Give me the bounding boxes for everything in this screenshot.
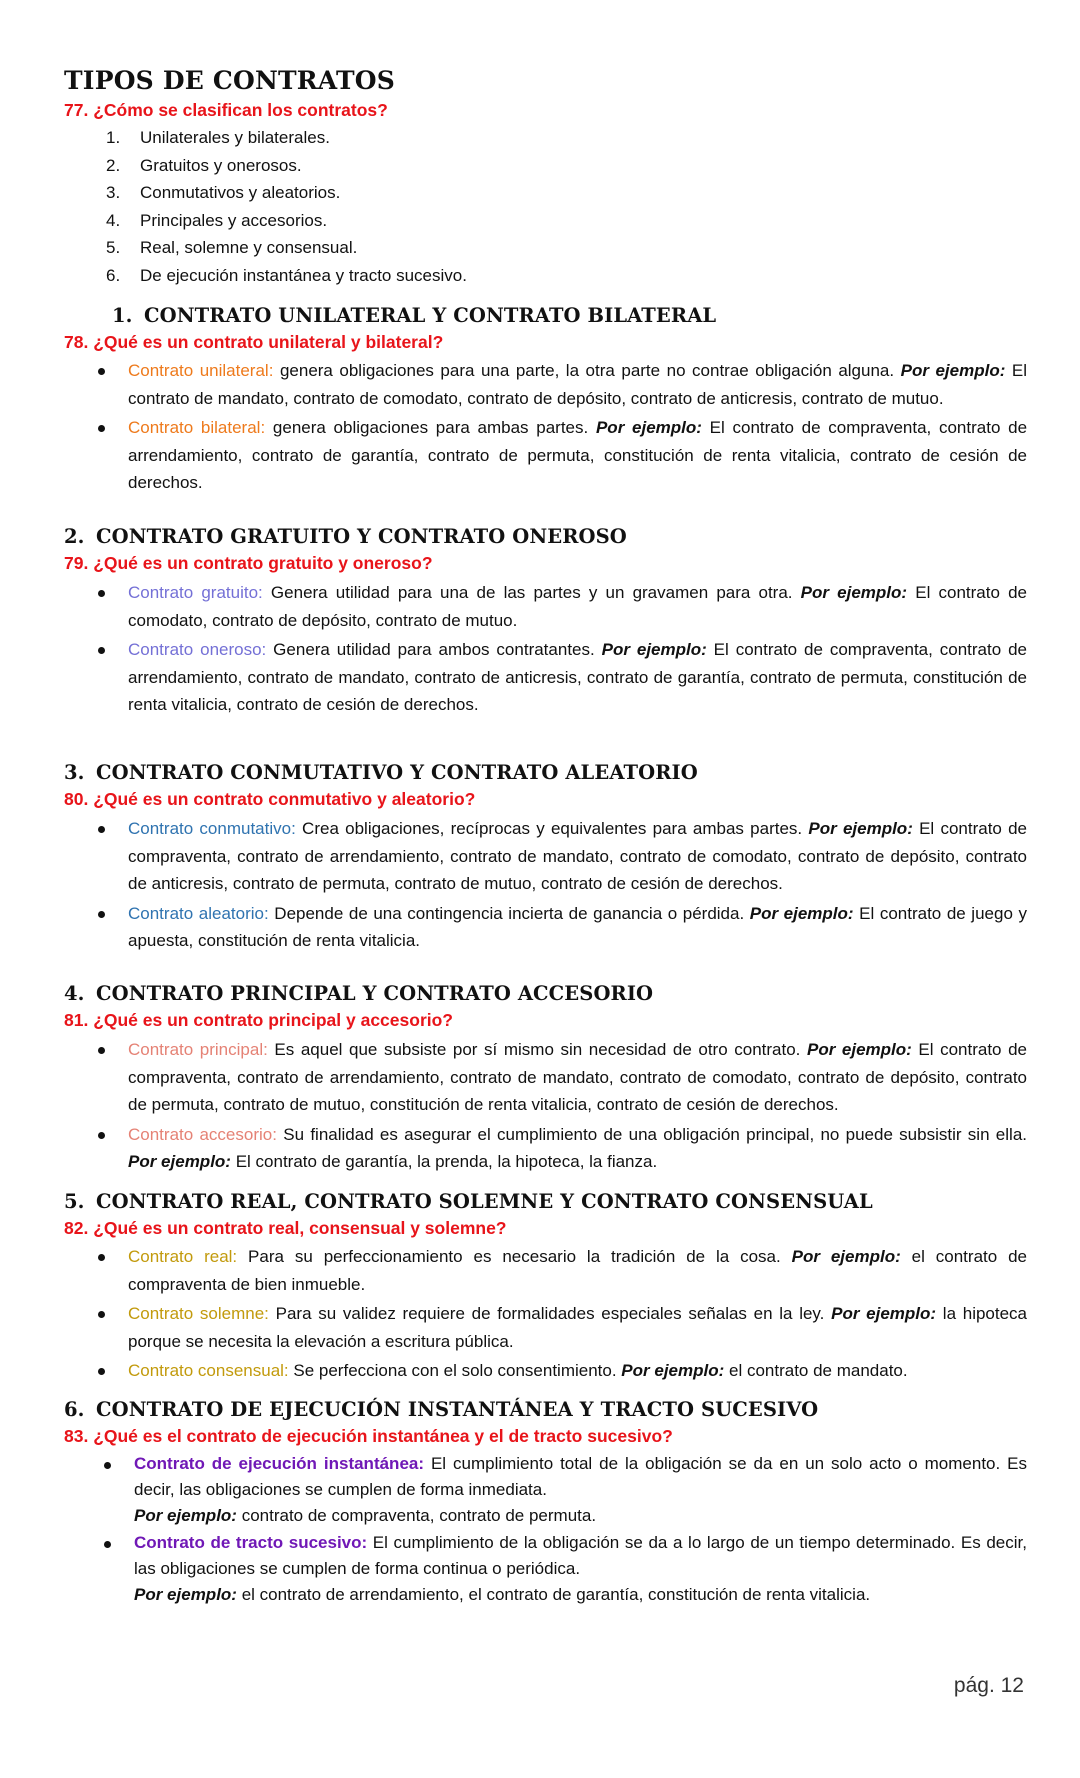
section-1-list — [92, 357, 1027, 497]
section-1-heading: 1. CONTRATO UNILATERAL Y CONTRATO BILATERAL — [112, 304, 717, 327]
page-number: pág. 12 — [953, 1674, 1024, 1697]
section-4-list — [92, 1036, 1027, 1176]
list-item: Contrato de tracto sucesivo: El cumplimiento de la obligación se da a lo largo de un tiempo determinado. Es decir, las obligaciones se cumplen de forma continua o periódica. Por ejemplo: el contrato de arrendamiento, el contrato de garantía, constitución de renta vitalicia. — [98, 1530, 1027, 1608]
list-item: Contrato conmutativo: Crea obligaciones, recíprocas y equivalentes para ambas partes. Por ejemplo: El contrato de compraventa, contrato de arrendamiento, contrato de mandato, contrato de comodato, contrato de depósito, contrato de anticresis, contrato de permuta, contrato de mutuo, contrato de cesión de derechos. — [92, 815, 1027, 898]
section-6-list — [98, 1451, 1027, 1608]
section-2-list — [92, 579, 1027, 719]
question-77: 77. ¿Cómo se clasifican los contratos? — [64, 100, 388, 120]
list-item: Contrato principal: Es aquel que subsiste por sí mismo sin necesidad de otro contrato. Por ejemplo: El contrato de compraventa, contrato de arrendamiento, contrato de mandato, contrato de comodato, contrato de depósito, contrato de permuta, contrato de mutuo, constitución de renta vitalicia, contrato de cesión de derechos. — [92, 1036, 1027, 1119]
list-item: Contrato gratuito: Genera utilidad para una de las partes y un gravamen para otra. Por ejemplo: El contrato de comodato, contrato de depósito, contrato de mutuo. — [92, 579, 1027, 634]
question-82: 82. ¿Qué es un contrato real, consensual y solemne? — [64, 1218, 507, 1238]
types-list-item: 1. Unilaterales y bilaterales. — [106, 128, 330, 147]
types-list-item: 3. Conmutativos y aleatorios. — [106, 183, 341, 202]
section-3-heading: 3. CONTRATO CONMUTATIVO Y CONTRATO ALEATORIO — [64, 761, 698, 784]
section-3-list — [92, 815, 1027, 955]
section-6-heading: 6. CONTRATO DE EJECUCIÓN INSTANTÁNEA Y TRACTO SUCESIVO — [64, 1398, 819, 1421]
section-5-list — [92, 1243, 1027, 1385]
list-item: Contrato consensual: Se perfecciona con el solo consentimiento. Por ejemplo: el contrato de mandato. — [92, 1357, 1027, 1385]
types-list-item: 4. Principales y accesorios. — [106, 210, 328, 230]
list-item: Contrato accesorio: Su finalidad es asegurar el cumplimiento de una obligación principal, no puede subsistir sin ella. Por ejemplo: El contrato de garantía, la prenda, la hipoteca, la fianza. — [92, 1121, 1027, 1176]
list-item: Contrato de ejecución instantánea: El cumplimiento total de la obligación se da en un solo acto o momento. Es decir, las obligaciones se cumplen de forma inmediata. Por ejemplo: contrato de compraventa, contrato de permuta. — [98, 1451, 1027, 1529]
page-title: TIPOS DE CONTRATOS — [64, 66, 396, 95]
list-item: Contrato bilateral: genera obligaciones para ambas partes. Por ejemplo: El contrato de compraventa, contrato de arrendamiento, contrato de garantía, contrato de permuta, constitución de renta vitalicia, contrato de cesión de derechos. — [92, 414, 1027, 497]
types-list-item: 2. Gratuitos y onerosos. — [106, 155, 302, 175]
question-80: 80. ¿Qué es un contrato conmutativo y aleatorio? — [64, 789, 476, 809]
section-4-heading: 4. CONTRATO PRINCIPAL Y CONTRATO ACCESORIO — [64, 982, 654, 1005]
list-item: Contrato unilateral: genera obligaciones para una parte, la otra parte no contrae obligación alguna. Por ejemplo: El contrato de mandato, contrato de comodato, contrato de depósito, contrato de anticresis, contrato de mutuo. — [92, 357, 1027, 412]
section-5-heading: 5. CONTRATO REAL, CONTRATO SOLEMNE Y CONTRATO CONSENSUAL — [64, 1190, 873, 1213]
list-item: Contrato real: Para su perfeccionamiento es necesario la tradición de la cosa. Por ejemplo: el contrato de compraventa de bien inmueble. — [92, 1243, 1027, 1298]
list-item: Contrato oneroso: Genera utilidad para ambos contratantes. Por ejemplo: El contrato de compraventa, contrato de arrendamiento, contrato de mandato, contrato de anticresis, contrato de garantía, contrato de permuta, constitución de renta vitalicia, contrato de cesión de derechos. — [92, 636, 1027, 719]
list-item: Contrato solemne: Para su validez requiere de formalidades especiales señalas en la ley. Por ejemplo: la hipoteca porque se necesita la elevación a escritura pública. — [92, 1300, 1027, 1355]
types-list — [92, 124, 467, 289]
types-list-item: 6. De ejecución instantánea y tracto sucesivo. — [106, 265, 467, 285]
section-2-heading: 2. CONTRATO GRATUITO Y CONTRATO ONEROSO — [64, 525, 627, 548]
question-83: 83. ¿Qué es el contrato de ejecución instantánea y el de tracto sucesivo? — [64, 1426, 673, 1446]
types-list-item: 5. Real, solemne y consensual. — [106, 238, 358, 257]
question-78: 78. ¿Qué es un contrato unilateral y bilateral? — [64, 332, 444, 352]
question-81: 81. ¿Qué es un contrato principal y accesorio? — [64, 1010, 453, 1030]
question-79: 79. ¿Qué es un contrato gratuito y oneroso? — [64, 553, 433, 573]
list-item: Contrato aleatorio: Depende de una contingencia incierta de ganancia o pérdida. Por ejemplo: El contrato de juego y apuesta, constitución de renta vitalicia. — [92, 900, 1027, 955]
